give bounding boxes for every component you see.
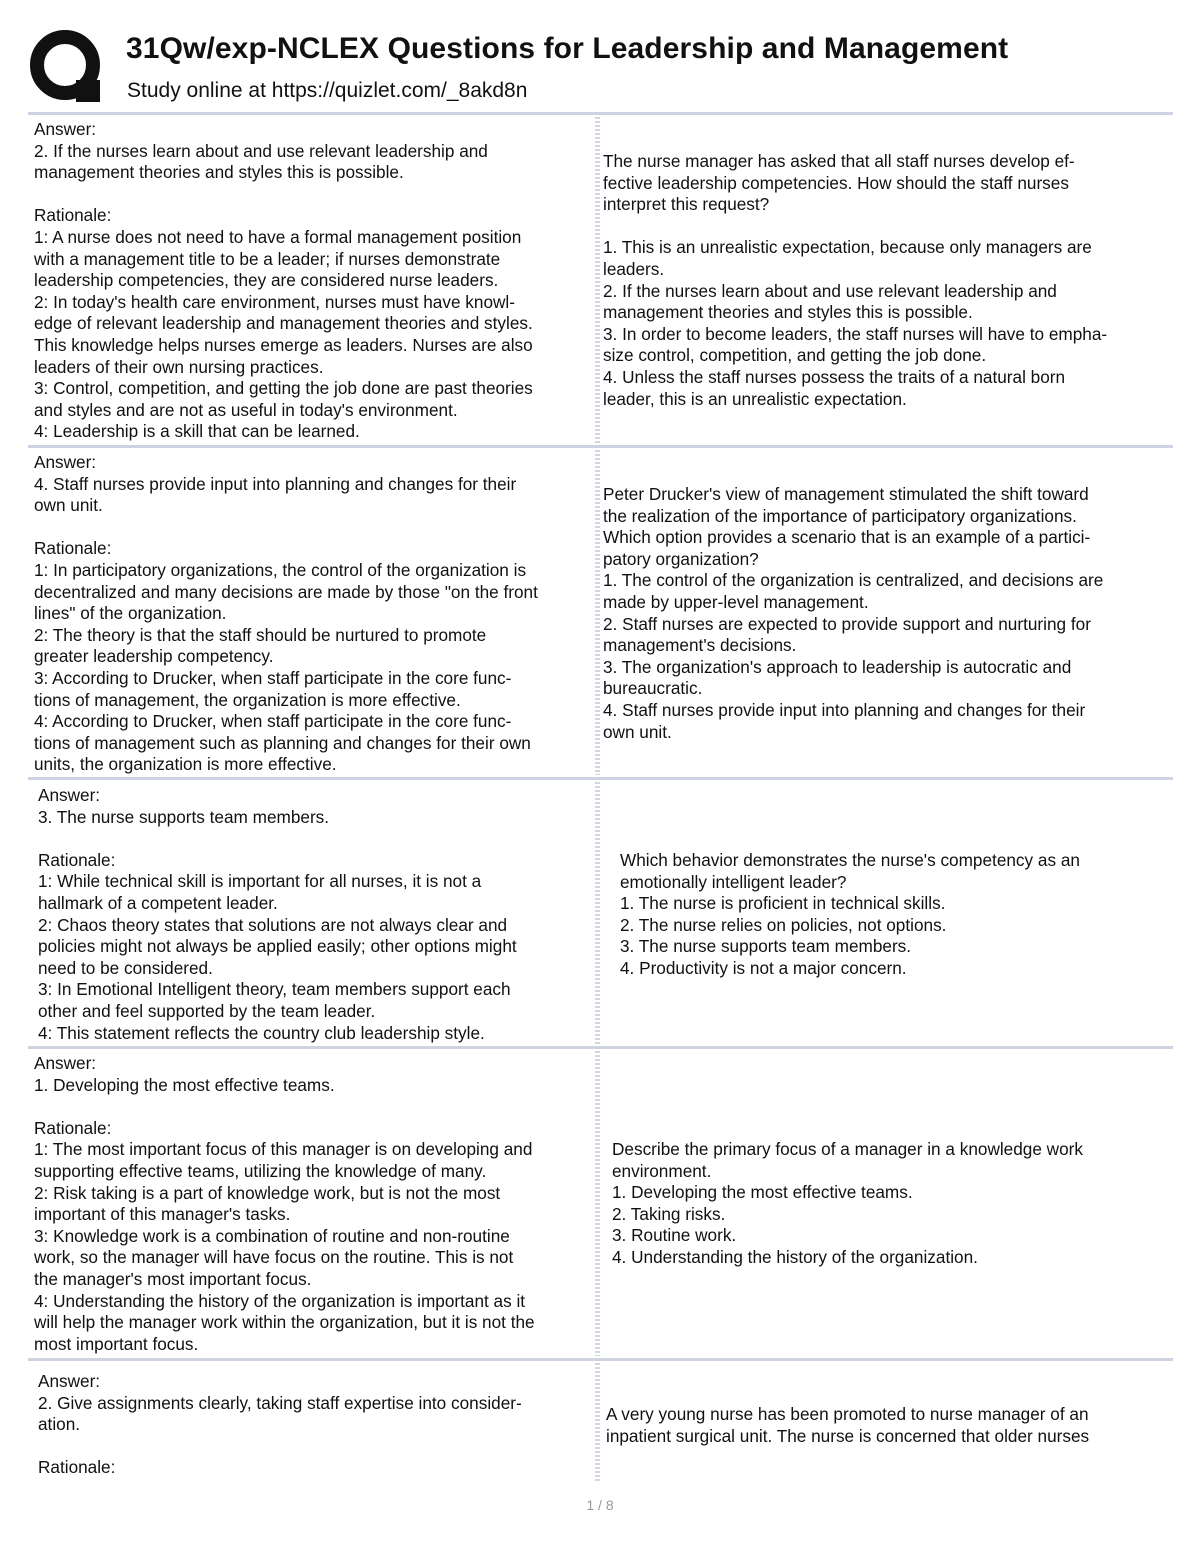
answer-text-line: Rationale: bbox=[38, 849, 116, 870]
card-question bbox=[603, 151, 1107, 410]
blank-line bbox=[38, 1436, 522, 1458]
answer-text-line: lines" of the organization. bbox=[34, 603, 227, 624]
answer-text-line: 2: The theory is that the staff should be nurtured to promote bbox=[34, 624, 487, 645]
answer-text-line: important of this manager's tasks. bbox=[34, 1204, 291, 1225]
answer-text-line: 4. Staff nurses provide input into planning and changes for their bbox=[34, 473, 517, 494]
answer-text-line: decentralized and many decisions are made by those "on the front bbox=[34, 581, 538, 602]
answer-text-line: 3: Knowledge work is a combination of routine and non-routine bbox=[34, 1225, 510, 1246]
card-question bbox=[620, 850, 1080, 980]
question-text-line: environment. bbox=[612, 1160, 712, 1181]
question-text-line: leaders. bbox=[603, 258, 665, 279]
answer-text-line: need to be considered. bbox=[38, 957, 213, 978]
answer-text-line: This knowledge helps nurses emerge as leaders. Nurses are also bbox=[34, 334, 533, 355]
answer-text-line: 4: Leadership is a skill that can be learned. bbox=[34, 421, 360, 442]
answer-text-line: 3: According to Drucker, when staff participate in the core func- bbox=[34, 667, 512, 688]
question-text-line: size control, competition, and getting the job done. bbox=[603, 345, 987, 366]
answer-text-line: supporting effective teams, utilizing the knowledge of many. bbox=[34, 1160, 487, 1181]
blank-line bbox=[38, 828, 517, 850]
divider bbox=[28, 1358, 1173, 1361]
question-text-line: 4. Staff nurses provide input into planning and changes for their bbox=[603, 699, 1086, 720]
question-text-line: The nurse manager has asked that all staff nurses develop ef- bbox=[603, 151, 1075, 171]
answer-text-line: edge of relevant leadership and management theories and styles. bbox=[34, 313, 533, 334]
column-divider bbox=[595, 1051, 600, 1356]
answer-text-line: 1. Developing the most effective teams. bbox=[34, 1074, 335, 1095]
answer-text-line: 2. If the nurses learn about and use relevant leadership and bbox=[34, 140, 488, 161]
answer-text-line: 4: This statement reflects the country club leadership style. bbox=[38, 1022, 485, 1043]
answer-text-line: 2: In today's health care environment, nurses must have knowl- bbox=[34, 291, 515, 312]
card-answer bbox=[34, 119, 533, 443]
answer-text-line: management theories and styles this is possible. bbox=[34, 162, 404, 183]
question-text-line: management's decisions. bbox=[603, 635, 797, 656]
answer-text-line: leadership competencies, they are considered nurse leaders. bbox=[34, 270, 499, 291]
answer-text-line: 4: According to Drucker, when staff participate in the core func- bbox=[34, 711, 512, 732]
answer-text-line: 3: In Emotional Intelligent theory, team members support each bbox=[38, 979, 511, 1000]
question-text-line: emotionally intelligent leader? bbox=[620, 871, 847, 892]
answer-text-line: 2: Risk taking is a part of knowledge work, but is not the most bbox=[34, 1182, 501, 1203]
answer-text-line: Rationale: bbox=[34, 205, 112, 226]
divider bbox=[28, 777, 1173, 780]
answer-text-line: 1: While technical skill is important for all nurses, it is not a bbox=[38, 871, 482, 892]
answer-text-line: tions of management such as planning and changes for their own bbox=[34, 732, 531, 753]
question-text-line: 3. The organization's approach to leadership is autocratic and bbox=[603, 656, 1072, 677]
page-header bbox=[0, 0, 1200, 112]
question-text-line: 4. Unless the staff nurses possess the traits of a natural born bbox=[603, 366, 1066, 387]
answer-text-line: own unit. bbox=[34, 495, 103, 516]
page-number: 1 / 8 bbox=[586, 1497, 614, 1513]
question-text-line: the realization of the importance of participatory organizations. bbox=[603, 505, 1077, 526]
answer-text-line: Answer: bbox=[34, 452, 97, 472]
answer-text-line: 3. The nurse supports team members. bbox=[38, 806, 330, 827]
answer-text-line: the manager's most important focus. bbox=[34, 1268, 312, 1289]
card-question bbox=[606, 1404, 1089, 1447]
question-text-line: 4. Understanding the history of the organization. bbox=[612, 1246, 978, 1267]
question-text-line: 1. The nurse is proficient in technical skills. bbox=[620, 893, 946, 914]
blank-line bbox=[34, 184, 533, 206]
question-text-line: Describe the primary focus of a manager in a knowledge work bbox=[612, 1139, 1083, 1159]
divider bbox=[28, 112, 1173, 115]
blank-line bbox=[34, 517, 538, 539]
question-text-line: Which option provides a scenario that is an example of a partici- bbox=[603, 527, 1091, 548]
question-text-line: 4. Productivity is not a major concern. bbox=[620, 957, 907, 978]
question-text-line: Peter Drucker's view of management stimulated the shift toward bbox=[603, 484, 1089, 504]
question-text-line: 2. Staff nurses are expected to provide support and nurturing for bbox=[603, 613, 1091, 634]
answer-text-line: tions of management, the organization is more effective. bbox=[34, 689, 461, 710]
answer-text-line: most important focus. bbox=[34, 1333, 199, 1354]
quizlet-logo-icon bbox=[28, 28, 106, 106]
column-divider bbox=[595, 117, 600, 443]
question-text-line: 1. The control of the organization is centralized, and decisions are bbox=[603, 570, 1104, 591]
column-divider bbox=[595, 450, 600, 775]
answer-text-line: Answer: bbox=[38, 785, 101, 805]
answer-text-line: 2: Chaos theory states that solutions are not always clear and bbox=[38, 914, 508, 935]
question-text-line: leader, this is an unrealistic expectation. bbox=[603, 388, 907, 409]
answer-text-line: Rationale: bbox=[34, 538, 112, 559]
answer-text-line: 4: Understanding the history of the organization is important as it bbox=[34, 1290, 526, 1311]
question-text-line: fective leadership competencies. How should the staff nurses bbox=[603, 172, 1069, 193]
answer-text-line: and styles and are not as useful in today's environment. bbox=[34, 399, 458, 420]
answer-text-line: 2. Give assignments clearly, taking staff expertise into consider- bbox=[38, 1392, 522, 1413]
question-text-line: 3. In order to become leaders, the staff nurses will have to empha- bbox=[603, 323, 1108, 344]
answer-text-line: policies might not always be applied easily; other options might bbox=[38, 936, 517, 957]
answer-text-line: ation. bbox=[38, 1414, 81, 1435]
question-text-line: bureaucratic. bbox=[603, 678, 703, 699]
page-title: 31Qw/exp-NCLEX Questions for Leadership and Management bbox=[126, 32, 1009, 65]
question-text-line: 1. This is an unrealistic expectation, because only managers are bbox=[603, 237, 1092, 258]
answer-text-line: units, the organization is more effective. bbox=[34, 754, 337, 775]
question-text-line: inpatient surgical unit. The nurse is concerned that older nurses bbox=[606, 1425, 1090, 1446]
answer-text-line: Answer: bbox=[34, 1053, 97, 1073]
answer-text-line: Answer: bbox=[38, 1371, 101, 1391]
question-text-line: management theories and styles this is possible. bbox=[603, 302, 973, 323]
column-divider bbox=[595, 1363, 600, 1483]
question-text-line: 1. Developing the most effective teams. bbox=[612, 1182, 913, 1203]
answer-text-line: Answer: bbox=[34, 119, 97, 139]
question-text-line: 2. Taking risks. bbox=[612, 1203, 726, 1224]
answer-text-line: other and feel supported by the team leader. bbox=[38, 1000, 376, 1021]
answer-text-line: with a management title to be a leader; if nurses demonstrate bbox=[34, 248, 501, 269]
question-text-line: interpret this request? bbox=[603, 194, 770, 215]
answer-text-line: will help the manager work within the organization, but it is not the bbox=[34, 1312, 535, 1333]
question-text-line: own unit. bbox=[603, 721, 672, 742]
question-text-line: patory organization? bbox=[603, 548, 759, 569]
divider bbox=[28, 1046, 1173, 1049]
question-text-line: 3. Routine work. bbox=[612, 1225, 737, 1246]
answer-text-line: Rationale: bbox=[38, 1457, 116, 1478]
answer-text-line: 1: In participatory organizations, the control of the organization is bbox=[34, 559, 527, 580]
question-text-line: 3. The nurse supports team members. bbox=[620, 936, 912, 957]
card-question bbox=[612, 1139, 1083, 1269]
question-text-line: 2. The nurse relies on policies, not options. bbox=[620, 914, 947, 935]
study-link[interactable]: Study online at https://quizlet.com/_8akd8n bbox=[127, 79, 528, 102]
answer-text-line: 1: A nurse does not need to have a formal management position bbox=[34, 226, 522, 247]
card-answer bbox=[34, 1053, 535, 1355]
answer-text-line: 1: The most important focus of this manager is on developing and bbox=[34, 1139, 533, 1160]
blank-line bbox=[34, 1096, 535, 1118]
card-answer bbox=[34, 452, 538, 776]
card-question bbox=[603, 484, 1103, 743]
question-text-line: A very young nurse has been promoted to nurse manager of an bbox=[606, 1404, 1089, 1424]
card-answer bbox=[38, 785, 517, 1044]
answer-text-line: work, so the manager will have focus on the routine. This is not bbox=[34, 1247, 514, 1268]
question-text-line: made by upper-level management. bbox=[603, 591, 869, 612]
blank-line bbox=[603, 216, 1107, 238]
card-answer bbox=[38, 1371, 522, 1479]
question-text-line: 2. If the nurses learn about and use relevant leadership and bbox=[603, 280, 1057, 301]
answer-text-line: greater leadership competency. bbox=[34, 646, 274, 667]
answer-text-line: 3: Control, competition, and getting the job done are past theories bbox=[34, 378, 533, 399]
question-text-line: Which behavior demonstrates the nurse's competency as an bbox=[620, 850, 1080, 870]
column-divider bbox=[595, 782, 600, 1044]
answer-text-line: hallmark of a competent leader. bbox=[38, 892, 278, 913]
answer-text-line: leaders of their own nursing practices. bbox=[34, 356, 324, 377]
divider bbox=[28, 445, 1173, 448]
answer-text-line: Rationale: bbox=[34, 1117, 112, 1138]
